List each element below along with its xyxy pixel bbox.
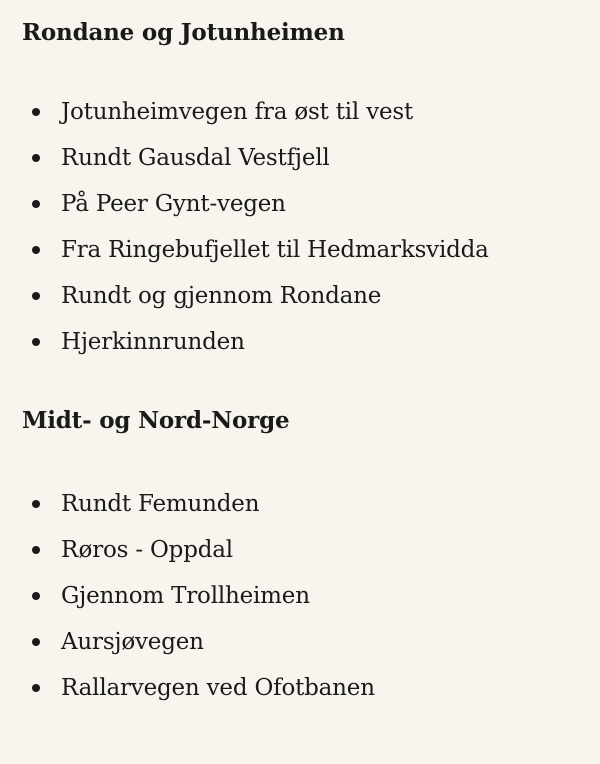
route-list-item[interactable] <box>22 89 592 135</box>
route-list-item[interactable] <box>22 665 592 711</box>
route-list-item[interactable] <box>22 227 592 273</box>
route-list-item[interactable] <box>22 573 592 619</box>
route-label: Rallarvegen ved Ofotbanen <box>61 675 375 701</box>
route-list-item[interactable] <box>22 527 592 573</box>
route-label: Jotunheimvegen fra øst til vest <box>61 99 414 125</box>
route-list-item[interactable] <box>22 273 592 319</box>
route-label: Aursjøvegen <box>61 629 204 655</box>
route-list-item[interactable] <box>22 319 592 365</box>
route-label: På Peer Gynt-vegen <box>61 191 286 217</box>
route-list-page <box>22 14 592 711</box>
bullet-dot-icon <box>32 108 40 116</box>
route-list-item[interactable] <box>22 135 592 181</box>
bullet-dot-icon <box>32 546 40 554</box>
route-list-item[interactable] <box>22 481 592 527</box>
route-list-item[interactable] <box>22 181 592 227</box>
bullet-dot-icon <box>32 684 40 692</box>
bullet-dot-icon <box>32 338 40 346</box>
bullet-dot-icon <box>32 500 40 508</box>
route-label: Fra Ringebufjellet til Hedmarksvidda <box>61 237 489 263</box>
rondane-jotunheimen-route-list <box>22 89 592 365</box>
section-heading-rondane-og-jotunheimen: Rondane og Jotunheimen <box>22 19 345 46</box>
section-heading-midt-og-nord-norge: Midt- og Nord-Norge <box>22 407 290 434</box>
bullet-dot-icon <box>32 154 40 162</box>
route-label: Rundt Gausdal Vestfjell <box>61 145 330 171</box>
route-list-item[interactable] <box>22 619 592 665</box>
bullet-dot-icon <box>32 638 40 646</box>
midt-nord-norge-route-list <box>22 481 592 711</box>
route-label: Gjennom Trollheimen <box>61 583 310 609</box>
bullet-dot-icon <box>32 246 40 254</box>
bullet-dot-icon <box>32 592 40 600</box>
route-label: Rundt og gjennom Rondane <box>61 283 382 309</box>
bullet-dot-icon <box>32 292 40 300</box>
route-label: Rundt Femunden <box>61 491 260 517</box>
route-label: Hjerkinnrunden <box>61 329 245 355</box>
route-label: Røros - Oppdal <box>61 537 233 563</box>
bullet-dot-icon <box>32 200 40 208</box>
